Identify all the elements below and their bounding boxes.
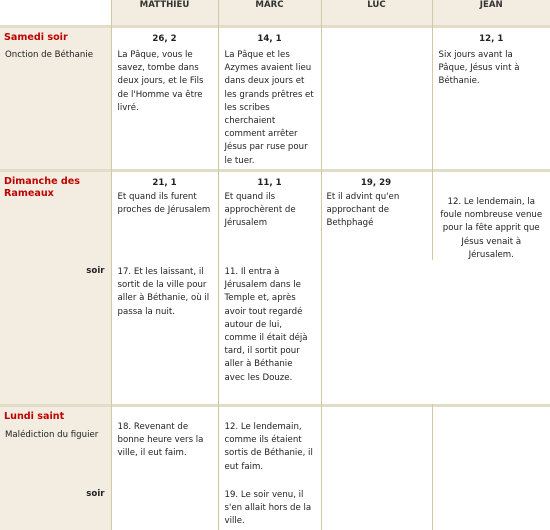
label-cell-dimanche	[0, 172, 111, 260]
cell-dimanche-marc	[218, 172, 321, 260]
header-row	[0, 0, 550, 25]
verse-ref: 14, 1	[219, 28, 321, 45]
verse-ref: 21, 1	[112, 172, 218, 189]
cell-dimanche-soir-matthieu	[111, 260, 218, 404]
cell-dimanche-luc	[321, 172, 432, 260]
cell-lundi-soir-luc	[321, 484, 432, 530]
row-lundi	[0, 407, 550, 484]
verse-text: 12. Le lendemain, comme ils étaient sortis de Béthanie, il eut faim.	[219, 407, 321, 474]
verse-text: 12. Le lendemain, la foule nombreuse venue pour la fête apprit que Jésus venait à Jérusalem.	[433, 172, 550, 262]
soir-label: soir	[0, 260, 111, 276]
cell-samedi-jean	[432, 28, 550, 169]
verse-text: 17. Et les laissant, il sortit de la ville pour aller à Béthanie, où il passa la nuit.	[112, 260, 218, 319]
cell-lundi-soir-matthieu	[111, 484, 218, 530]
label-cell-samedi	[0, 28, 111, 169]
label-cell-lundi-soir	[0, 484, 111, 530]
cell-dimanche-jean	[432, 172, 550, 404]
verse-ref: 26, 2	[112, 28, 218, 45]
day-title-lundi: Lundi saint	[0, 407, 111, 423]
verse-text: 18. Revenant de bonne heure vers la ville, il eut faim.	[112, 407, 218, 461]
soir-label: soir	[0, 484, 111, 499]
col-header-marc: MARC	[218, 0, 321, 25]
cell-samedi-marc	[218, 28, 321, 169]
cell-lundi-jean	[432, 407, 550, 484]
day-subtitle-samedi: Onction de Béthanie	[0, 44, 111, 61]
verse-text: Et il advint qu'en approchant de Bethphagé	[322, 189, 432, 231]
col-header-matthieu: MATTHIEU	[111, 0, 218, 25]
cell-lundi-matthieu	[111, 407, 218, 484]
day-title-samedi: Samedi soir	[0, 28, 111, 44]
row-dimanche	[0, 172, 550, 260]
cell-samedi-matthieu	[111, 28, 218, 169]
row-samedi	[0, 28, 550, 169]
row-lundi-soir	[0, 484, 550, 530]
label-cell-dimanche-soir	[0, 260, 111, 404]
verse-text: La Pâque, vous le savez, tombe dans deux jours, et le Fils de l'Homme va être livré.	[112, 45, 218, 115]
verse-text: Six jours avant la Pâque, Jésus vint à Béthanie.	[433, 45, 550, 89]
verse-ref: 19, 29	[322, 172, 432, 189]
cell-lundi-luc	[321, 407, 432, 484]
cell-lundi-marc	[218, 407, 321, 484]
verse-ref: 12, 1	[433, 28, 550, 45]
col-header-jean: JEAN	[432, 0, 550, 25]
verse-text: Et quand ils furent proches de Jérusalem	[112, 189, 218, 217]
cell-dimanche-matthieu	[111, 172, 218, 260]
day-subtitle-lundi: Malédiction du figuier	[0, 423, 111, 441]
col-header-luc: LUC	[321, 0, 432, 25]
cell-lundi-soir-jean	[432, 484, 550, 530]
cell-samedi-luc	[321, 28, 432, 169]
verse-text: La Pâque et les Azymes avaient lieu dans deux jours et les grands prêtres et les scribes cherchaient comment arrêter Jésus par ruse pour le tuer.	[219, 45, 321, 168]
cell-dimanche-soir-marc	[218, 260, 321, 404]
label-cell-lundi	[0, 407, 111, 484]
verse-text: Et quand ils approchèrent de Jérusalem	[219, 189, 321, 231]
cell-dimanche-soir-luc	[321, 260, 432, 404]
cell-lundi-soir-marc	[218, 484, 321, 530]
verse-text: 19. Le soir venu, il s'en allait hors de la ville.	[219, 484, 321, 529]
verse-ref: 11, 1	[219, 172, 321, 189]
verse-text: 11. Il entra à Jérusalem dans le Temple et, après avoir tout regardé autour de lui, comme il était déjà tard, il sortit pour aller à Béthanie avec les Douze.	[219, 260, 321, 385]
header-empty-cell	[0, 0, 111, 25]
day-title-dimanche: Dimanche des Rameaux	[0, 172, 111, 200]
